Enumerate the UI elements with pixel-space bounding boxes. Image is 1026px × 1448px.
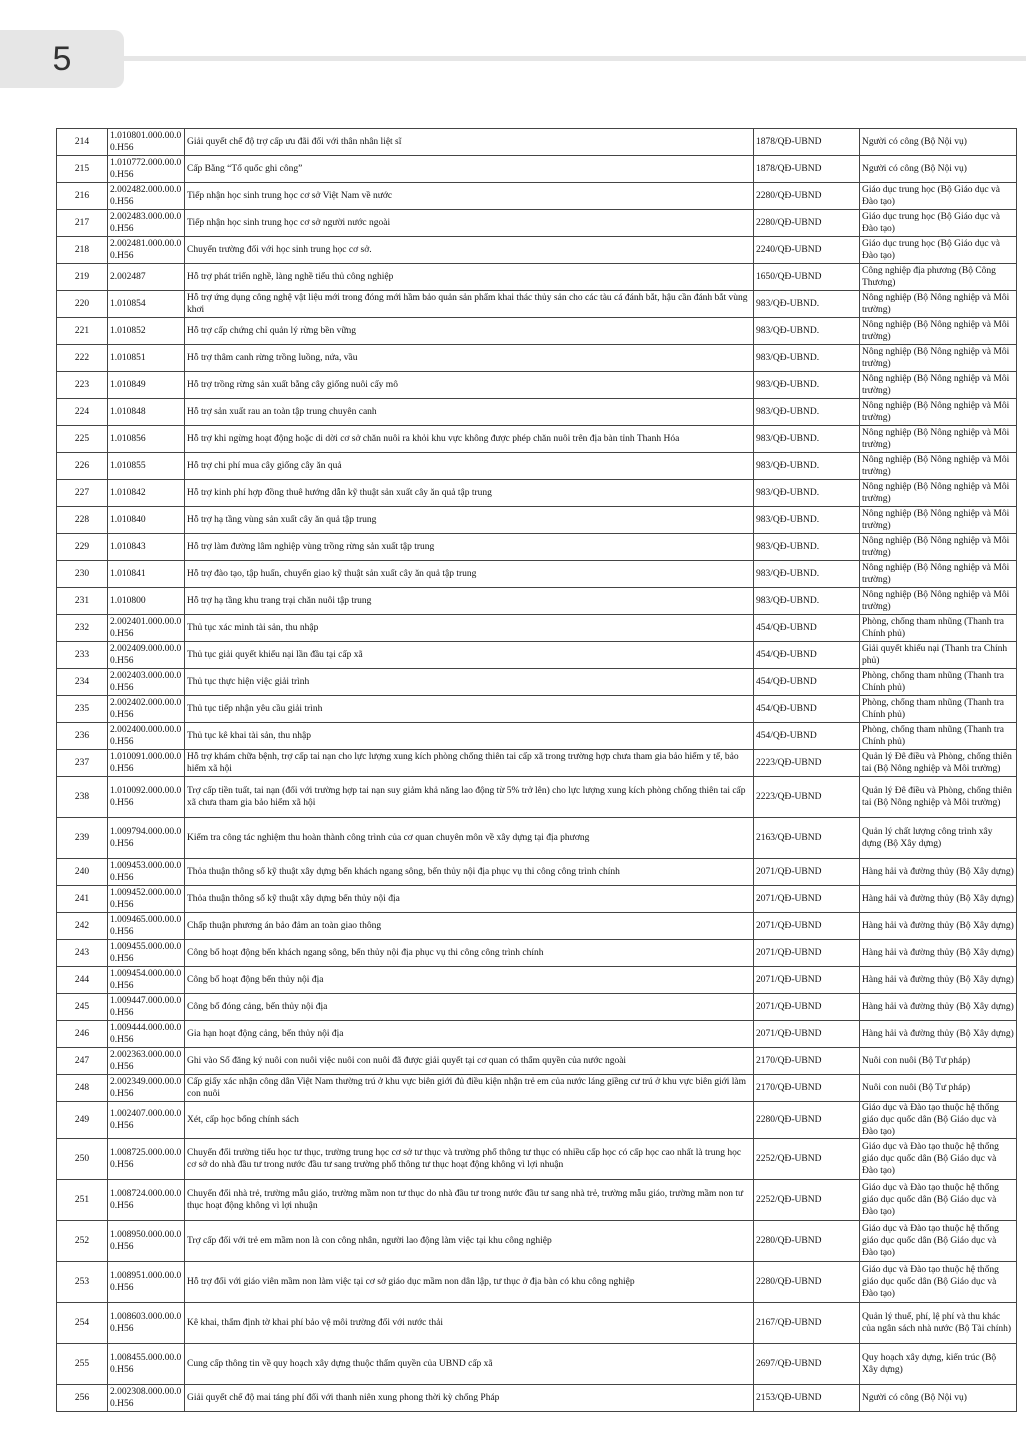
procedure-code: 1.008725.000.00.00.H56 (108, 1139, 185, 1180)
procedure-name: Cung cấp thông tin về quy hoạch xây dựng thuộc thẩm quyền của UBND cấp xã (185, 1344, 754, 1385)
row-number: 245 (57, 994, 108, 1021)
procedures-table (56, 128, 1017, 1412)
decision-number: 454/QĐ-UBND (754, 642, 860, 669)
row-number: 215 (57, 156, 108, 183)
row-number: 220 (57, 291, 108, 318)
procedure-code: 1.010852 (108, 318, 185, 345)
procedure-name: Tiếp nhận học sinh trung học cơ sở người nước ngoài (185, 210, 754, 237)
procedure-name: Hỗ trợ hạ tầng vùng sản xuất cây ăn quả tập trung (185, 507, 754, 534)
procedure-name: Hỗ trợ hạ tầng khu trang trại chăn nuôi tập trung (185, 588, 754, 615)
decision-number: 2071/QĐ-UBND (754, 859, 860, 886)
procedure-name: Hỗ trợ khám chữa bệnh, trợ cấp tai nạn cho lực lượng xung kích phòng chống thiên tai cấp xã trong trường hợp chưa tham gia bảo hiểm y tế, bảo hiểm xã hội (185, 750, 754, 777)
procedure-field: Nông nghiệp (Bộ Nông nghiệp và Môi trường) (860, 507, 1017, 534)
decision-number: 2071/QĐ-UBND (754, 1021, 860, 1048)
table-row (57, 210, 1017, 237)
procedure-field: Giáo dục và Đào tạo thuộc hệ thống giáo dục quốc dân (Bộ Giáo dục và Đào tạo) (860, 1102, 1017, 1139)
procedure-name: Trợ cấp tiền tuất, tai nạn (đối với trường hợp tai nạn suy giảm khả năng lao động từ 5% trở lên) cho lực lượng xung kích phòng chống thiên tai cấp xã chưa tham gia bảo hiểm xã hội (185, 777, 754, 818)
procedure-name: Công bố đóng cảng, bến thủy nội địa (185, 994, 754, 1021)
row-number: 243 (57, 940, 108, 967)
procedure-code: 1.010856 (108, 426, 185, 453)
decision-number: 2280/QĐ-UBND (754, 183, 860, 210)
table-row (57, 1344, 1017, 1385)
procedure-field: Quản lý Đê điều và Phòng, chống thiên tai (Bộ Nông nghiệp và Môi trường) (860, 750, 1017, 777)
procedure-field: Giáo dục và Đào tạo thuộc hệ thống giáo dục quốc dân (Bộ Giáo dục và Đào tạo) (860, 1221, 1017, 1262)
procedure-name: Trợ cấp đối với trẻ em mầm non là con công nhân, người lao động làm việc tại khu công nghiệp (185, 1221, 754, 1262)
decision-number: 2153/QĐ-UBND (754, 1385, 860, 1412)
table-row (57, 642, 1017, 669)
row-number: 231 (57, 588, 108, 615)
table-row (57, 399, 1017, 426)
procedure-field: Giải quyết khiếu nại (Thanh tra Chính phủ) (860, 642, 1017, 669)
table-row (57, 264, 1017, 291)
decision-number: 2223/QĐ-UBND (754, 750, 860, 777)
procedure-field: Quy hoạch xây dựng, kiến trúc (Bộ Xây dựng) (860, 1344, 1017, 1385)
decision-number: 2071/QĐ-UBND (754, 967, 860, 994)
procedure-code: 2.002409.000.00.00.H56 (108, 642, 185, 669)
procedure-name: Công bố hoạt động bến khách ngang sông, bến thủy nội địa phục vụ thi công công trình chính (185, 940, 754, 967)
table-row (57, 588, 1017, 615)
procedure-code: 1.010854 (108, 291, 185, 318)
procedure-name: Xét, cấp học bổng chính sách (185, 1102, 754, 1139)
procedure-code: 1.010800 (108, 588, 185, 615)
table-row (57, 1303, 1017, 1344)
row-number: 251 (57, 1180, 108, 1221)
procedure-name: Ghi vào Sổ đăng ký nuôi con nuôi việc nuôi con nuôi đã được giải quyết tại cơ quan có thẩm quyền của nước ngoài (185, 1048, 754, 1075)
table-row (57, 1075, 1017, 1102)
procedure-code: 1.010842 (108, 480, 185, 507)
decision-number: 2223/QĐ-UBND (754, 777, 860, 818)
table-row (57, 967, 1017, 994)
procedure-field: Nông nghiệp (Bộ Nông nghiệp và Môi trường) (860, 534, 1017, 561)
row-number: 256 (57, 1385, 108, 1412)
procedure-field: Giáo dục trung học (Bộ Giáo dục và Đào tạo) (860, 237, 1017, 264)
procedure-field: Nông nghiệp (Bộ Nông nghiệp và Môi trường) (860, 426, 1017, 453)
procedure-name: Thủ tục tiếp nhận yêu cầu giải trình (185, 696, 754, 723)
row-number: 224 (57, 399, 108, 426)
decision-number: 2280/QĐ-UBND (754, 1102, 860, 1139)
procedure-name: Hỗ trợ đối với giáo viên mầm non làm việc tại cơ sở giáo dục mầm non dân lập, tư thục ở địa bàn có khu công nghiệp (185, 1262, 754, 1303)
row-number: 216 (57, 183, 108, 210)
row-number: 218 (57, 237, 108, 264)
procedure-name: Thủ tục kê khai tài sản, thu nhập (185, 723, 754, 750)
row-number: 238 (57, 777, 108, 818)
table-row (57, 318, 1017, 345)
decision-number: 2252/QĐ-UBND (754, 1139, 860, 1180)
row-number: 249 (57, 1102, 108, 1139)
decision-number: 983/QĐ-UBND. (754, 507, 860, 534)
procedure-code: 2.002402.000.00.00.H56 (108, 696, 185, 723)
procedures-table-body (57, 129, 1017, 1412)
procedure-code: 1.008455.000.00.00.H56 (108, 1344, 185, 1385)
procedure-code: 1.002407.000.00.00.H56 (108, 1102, 185, 1139)
procedure-name: Thủ tục giải quyết khiếu nại lần đầu tại cấp xã (185, 642, 754, 669)
procedure-code: 1.010840 (108, 507, 185, 534)
row-number: 227 (57, 480, 108, 507)
decision-number: 2170/QĐ-UBND (754, 1075, 860, 1102)
procedure-name: Hỗ trợ khi ngừng hoạt động hoặc di dời cơ sở chăn nuôi ra khỏi khu vực không được phép chăn nuôi trên địa bàn tỉnh Thanh Hóa (185, 426, 754, 453)
procedure-name: Hỗ trợ chi phí mua cây giống cây ăn quả (185, 453, 754, 480)
procedure-name: Gia hạn hoạt động cảng, bến thủy nội địa (185, 1021, 754, 1048)
decision-number: 983/QĐ-UBND. (754, 345, 860, 372)
procedure-field: Hàng hải và đường thủy (Bộ Xây dựng) (860, 886, 1017, 913)
decision-number: 983/QĐ-UBND. (754, 426, 860, 453)
decision-number: 983/QĐ-UBND. (754, 534, 860, 561)
row-number: 236 (57, 723, 108, 750)
procedure-field: Quản lý chất lượng công trình xây dựng (Bộ Xây dựng) (860, 818, 1017, 859)
procedure-field: Nông nghiệp (Bộ Nông nghiệp và Môi trường) (860, 588, 1017, 615)
decision-number: 2280/QĐ-UBND (754, 1221, 860, 1262)
row-number: 230 (57, 561, 108, 588)
procedure-code: 2.002487 (108, 264, 185, 291)
decision-number: 2167/QĐ-UBND (754, 1303, 860, 1344)
procedure-code: 1.009453.000.00.00.H56 (108, 859, 185, 886)
procedure-name: Hỗ trợ làm đường lâm nghiệp vùng trồng rừng sản xuất tập trung (185, 534, 754, 561)
procedure-name: Giải quyết chế độ mai táng phí đối với thanh niên xung phong thời kỳ chống Pháp (185, 1385, 754, 1412)
procedure-name: Thủ tục thực hiện việc giải trình (185, 669, 754, 696)
procedure-name: Thỏa thuận thông số kỹ thuật xây dựng bến thủy nội địa (185, 886, 754, 913)
table-row (57, 1139, 1017, 1180)
procedure-field: Nông nghiệp (Bộ Nông nghiệp và Môi trường) (860, 318, 1017, 345)
procedure-field: Nông nghiệp (Bộ Nông nghiệp và Môi trường) (860, 453, 1017, 480)
table-row (57, 1048, 1017, 1075)
procedure-code: 2.002308.000.00.00.H56 (108, 1385, 185, 1412)
procedure-code: 1.009452.000.00.00.H56 (108, 886, 185, 913)
procedure-code: 2.002349.000.00.00.H56 (108, 1075, 185, 1102)
procedure-code: 1.009455.000.00.00.H56 (108, 940, 185, 967)
row-number: 244 (57, 967, 108, 994)
procedure-name: Tiếp nhận học sinh trung học cơ sở Việt Nam về nước (185, 183, 754, 210)
table-row (57, 777, 1017, 818)
procedure-code: 1.009444.000.00.00.H56 (108, 1021, 185, 1048)
procedure-code: 1.008724.000.00.00.H56 (108, 1180, 185, 1221)
table-row (57, 372, 1017, 399)
table-row (57, 507, 1017, 534)
decision-number: 1650/QĐ-UBND (754, 264, 860, 291)
procedure-field: Hàng hải và đường thủy (Bộ Xây dựng) (860, 967, 1017, 994)
decision-number: 2252/QĐ-UBND (754, 1180, 860, 1221)
procedure-code: 1.010801.000.00.00.H56 (108, 129, 185, 156)
procedure-code: 1.010092.000.00.00.H56 (108, 777, 185, 818)
row-number: 221 (57, 318, 108, 345)
table-row (57, 1021, 1017, 1048)
procedure-name: Chuyển trường đối với học sinh trung học cơ sở. (185, 237, 754, 264)
decision-number: 983/QĐ-UBND. (754, 480, 860, 507)
row-number: 235 (57, 696, 108, 723)
table-row (57, 129, 1017, 156)
procedure-name: Hỗ trợ thâm canh rừng trồng luồng, nứa, vầu (185, 345, 754, 372)
decision-number: 2170/QĐ-UBND (754, 1048, 860, 1075)
procedure-code: 2.002401.000.00.00.H56 (108, 615, 185, 642)
decision-number: 983/QĐ-UBND. (754, 561, 860, 588)
procedure-field: Giáo dục và Đào tạo thuộc hệ thống giáo dục quốc dân (Bộ Giáo dục và Đào tạo) (860, 1139, 1017, 1180)
procedure-field: Phòng, chống tham nhũng (Thanh tra Chính phủ) (860, 723, 1017, 750)
decision-number: 2071/QĐ-UBND (754, 994, 860, 1021)
table-row (57, 723, 1017, 750)
table-row (57, 669, 1017, 696)
row-number: 250 (57, 1139, 108, 1180)
procedure-code: 1.008603.000.00.00.H56 (108, 1303, 185, 1344)
table-row (57, 1102, 1017, 1139)
row-number: 239 (57, 818, 108, 859)
row-number: 217 (57, 210, 108, 237)
table-row (57, 750, 1017, 777)
procedure-field: Nông nghiệp (Bộ Nông nghiệp và Môi trường) (860, 345, 1017, 372)
decision-number: 983/QĐ-UBND. (754, 399, 860, 426)
table-row (57, 1180, 1017, 1221)
table-row (57, 534, 1017, 561)
procedure-name: Giải quyết chế độ trợ cấp ưu đãi đối với thân nhân liệt sĩ (185, 129, 754, 156)
table-row (57, 237, 1017, 264)
procedure-code: 2.002482.000.00.00.H56 (108, 183, 185, 210)
table-row (57, 696, 1017, 723)
table-row (57, 818, 1017, 859)
procedure-name: Hỗ trợ ứng dụng công nghệ vật liệu mới trong đóng mới hầm bảo quản sản phẩm khai thác thủy sản cho các tàu cá đánh bắt, hậu cần đánh bắt vùng khơi (185, 291, 754, 318)
procedure-field: Giáo dục trung học (Bộ Giáo dục và Đào tạo) (860, 183, 1017, 210)
procedure-field: Nông nghiệp (Bộ Nông nghiệp và Môi trường) (860, 291, 1017, 318)
procedure-name: Hỗ trợ sản xuất rau an toàn tập trung chuyên canh (185, 399, 754, 426)
row-number: 255 (57, 1344, 108, 1385)
row-number: 252 (57, 1221, 108, 1262)
row-number: 254 (57, 1303, 108, 1344)
procedure-field: Hàng hải và đường thủy (Bộ Xây dựng) (860, 913, 1017, 940)
procedure-field: Công nghiệp địa phương (Bộ Công Thương) (860, 264, 1017, 291)
row-number: 225 (57, 426, 108, 453)
decision-number: 2071/QĐ-UBND (754, 940, 860, 967)
row-number: 228 (57, 507, 108, 534)
row-number: 219 (57, 264, 108, 291)
decision-number: 1878/QĐ-UBND (754, 129, 860, 156)
procedure-code: 1.008950.000.00.00.H56 (108, 1221, 185, 1262)
row-number: 214 (57, 129, 108, 156)
row-number: 241 (57, 886, 108, 913)
table-row (57, 426, 1017, 453)
row-number: 237 (57, 750, 108, 777)
procedure-code: 2.002403.000.00.00.H56 (108, 669, 185, 696)
procedure-field: Hàng hải và đường thủy (Bộ Xây dựng) (860, 859, 1017, 886)
procedure-field: Người có công (Bộ Nội vụ) (860, 1385, 1017, 1412)
row-number: 248 (57, 1075, 108, 1102)
table-row (57, 913, 1017, 940)
procedure-field: Giáo dục trung học (Bộ Giáo dục và Đào tạo) (860, 210, 1017, 237)
decision-number: 983/QĐ-UBND. (754, 588, 860, 615)
procedure-code: 1.008951.000.00.00.H56 (108, 1262, 185, 1303)
procedure-field: Phòng, chống tham nhũng (Thanh tra Chính phủ) (860, 696, 1017, 723)
procedure-code: 2.002483.000.00.00.H56 (108, 210, 185, 237)
procedure-field: Hàng hải và đường thủy (Bộ Xây dựng) (860, 994, 1017, 1021)
procedure-name: Hỗ trợ trồng rừng sản xuất bằng cây giống nuôi cấy mô (185, 372, 754, 399)
table-row (57, 453, 1017, 480)
table-row (57, 156, 1017, 183)
procedure-name: Chuyển đổi nhà trẻ, trường mẫu giáo, trường mầm non tư thục do nhà đầu tư trong nước đầu tư sang nhà trẻ, trường mẫu giáo, trường mầm non tư thục hoạt động không vì lợi nhuận (185, 1180, 754, 1221)
procedure-name: Hỗ trợ kinh phí hợp đồng thuê hướng dẫn kỹ thuật sản xuất cây ăn quả tập trung (185, 480, 754, 507)
decision-number: 2280/QĐ-UBND (754, 210, 860, 237)
procedure-code: 1.009454.000.00.00.H56 (108, 967, 185, 994)
table-row (57, 886, 1017, 913)
decision-number: 983/QĐ-UBND. (754, 318, 860, 345)
decision-number: 2071/QĐ-UBND (754, 886, 860, 913)
procedure-field: Phòng, chống tham nhũng (Thanh tra Chính phủ) (860, 615, 1017, 642)
procedure-name: Kê khai, thẩm định tờ khai phí bảo vệ môi trường đối với nước thải (185, 1303, 754, 1344)
decision-number: 454/QĐ-UBND (754, 723, 860, 750)
procedure-code: 1.010091.000.00.00.H56 (108, 750, 185, 777)
procedure-field: Quản lý Đê điều và Phòng, chống thiên tai (Bộ Nông nghiệp và Môi trường) (860, 777, 1017, 818)
table-row (57, 345, 1017, 372)
procedure-field: Nông nghiệp (Bộ Nông nghiệp và Môi trường) (860, 399, 1017, 426)
procedure-code: 1.010843 (108, 534, 185, 561)
page-number: 5 (52, 39, 72, 78)
decision-number: 2697/QĐ-UBND (754, 1344, 860, 1385)
row-number: 246 (57, 1021, 108, 1048)
row-number: 223 (57, 372, 108, 399)
procedure-code: 1.009465.000.00.00.H56 (108, 913, 185, 940)
decision-number: 983/QĐ-UBND. (754, 291, 860, 318)
procedure-field: Giáo dục và Đào tạo thuộc hệ thống giáo dục quốc dân (Bộ Giáo dục và Đào tạo) (860, 1180, 1017, 1221)
decision-number: 2163/QĐ-UBND (754, 818, 860, 859)
procedure-field: Nuôi con nuôi (Bộ Tư pháp) (860, 1048, 1017, 1075)
procedure-code: 1.009794.000.00.00.H56 (108, 818, 185, 859)
row-number: 247 (57, 1048, 108, 1075)
row-number: 253 (57, 1262, 108, 1303)
procedure-code: 2.002363.000.00.00.H56 (108, 1048, 185, 1075)
table-row (57, 1385, 1017, 1412)
procedure-field: Nông nghiệp (Bộ Nông nghiệp và Môi trường) (860, 561, 1017, 588)
header-rule (124, 56, 1026, 61)
row-number: 242 (57, 913, 108, 940)
procedure-code: 2.002400.000.00.00.H56 (108, 723, 185, 750)
procedure-field: Quản lý thuế, phí, lệ phí và thu khác của ngân sách nhà nước (Bộ Tài chính) (860, 1303, 1017, 1344)
procedure-name: Hỗ trợ phát triển nghề, làng nghề tiểu thủ công nghiệp (185, 264, 754, 291)
table-row (57, 561, 1017, 588)
row-number: 229 (57, 534, 108, 561)
procedure-field: Hàng hải và đường thủy (Bộ Xây dựng) (860, 940, 1017, 967)
procedure-name: Kiểm tra công tác nghiệm thu hoàn thành công trình của cơ quan chuyên môn về xây dựng tại địa phương (185, 818, 754, 859)
procedure-name: Hỗ trợ đào tạo, tập huấn, chuyển giao kỹ thuật sản xuất cây ăn quả tập trung (185, 561, 754, 588)
decision-number: 454/QĐ-UBND (754, 696, 860, 723)
row-number: 240 (57, 859, 108, 886)
procedure-field: Phòng, chống tham nhũng (Thanh tra Chính phủ) (860, 669, 1017, 696)
decision-number: 2071/QĐ-UBND (754, 913, 860, 940)
procedure-name: Chấp thuận phương án bảo đảm an toàn giao thông (185, 913, 754, 940)
table-row (57, 183, 1017, 210)
procedure-code: 1.010841 (108, 561, 185, 588)
procedure-name: Công bố hoạt động bến thủy nội địa (185, 967, 754, 994)
decision-number: 454/QĐ-UBND (754, 615, 860, 642)
page-number-tab (0, 30, 124, 88)
row-number: 234 (57, 669, 108, 696)
decision-number: 1878/QĐ-UBND (754, 156, 860, 183)
procedure-field: Nông nghiệp (Bộ Nông nghiệp và Môi trường) (860, 480, 1017, 507)
row-number: 226 (57, 453, 108, 480)
decision-number: 2280/QĐ-UBND (754, 1262, 860, 1303)
procedure-code: 1.010851 (108, 345, 185, 372)
table-row (57, 940, 1017, 967)
procedure-name: Thỏa thuận thông số kỹ thuật xây dựng bến khách ngang sông, bến thủy nội địa phục vụ thi công công trình chính (185, 859, 754, 886)
procedure-field: Nuôi con nuôi (Bộ Tư pháp) (860, 1075, 1017, 1102)
procedure-code: 1.009447.000.00.00.H56 (108, 994, 185, 1021)
row-number: 233 (57, 642, 108, 669)
procedure-code: 2.002481.000.00.00.H56 (108, 237, 185, 264)
row-number: 222 (57, 345, 108, 372)
decision-number: 983/QĐ-UBND. (754, 372, 860, 399)
procedure-name: Chuyển đổi trường tiểu học tư thục, trường trung học cơ sở tư thục và trường phổ thông tư thục có nhiều cấp học có cấp học cao nhất là trung học cơ sở do nhà đầu tư trong nước đầu tư sang trường phổ thông tư thục hoạt động không vì lợi nhuận (185, 1139, 754, 1180)
procedure-field: Hàng hải và đường thủy (Bộ Xây dựng) (860, 1021, 1017, 1048)
procedure-code: 1.010848 (108, 399, 185, 426)
procedure-code: 1.010772.000.00.00.H56 (108, 156, 185, 183)
table-row (57, 994, 1017, 1021)
procedure-field: Người có công (Bộ Nội vụ) (860, 129, 1017, 156)
procedure-field: Người có công (Bộ Nội vụ) (860, 156, 1017, 183)
table-row (57, 1221, 1017, 1262)
table-row (57, 859, 1017, 886)
procedure-name: Hỗ trợ cấp chứng chỉ quản lý rừng bền vững (185, 318, 754, 345)
table-row (57, 480, 1017, 507)
decision-number: 983/QĐ-UBND. (754, 453, 860, 480)
procedure-code: 1.010849 (108, 372, 185, 399)
decision-number: 2240/QĐ-UBND (754, 237, 860, 264)
procedure-code: 1.010855 (108, 453, 185, 480)
procedure-field: Giáo dục và Đào tạo thuộc hệ thống giáo dục quốc dân (Bộ Giáo dục và Đào tạo) (860, 1262, 1017, 1303)
table-row (57, 1262, 1017, 1303)
procedure-field: Nông nghiệp (Bộ Nông nghiệp và Môi trường) (860, 372, 1017, 399)
decision-number: 454/QĐ-UBND (754, 669, 860, 696)
procedure-name: Cấp Bằng “Tổ quốc ghi công” (185, 156, 754, 183)
table-row (57, 615, 1017, 642)
row-number: 232 (57, 615, 108, 642)
procedure-name: Cấp giấy xác nhận công dân Việt Nam thường trú ở khu vực biên giới đủ điều kiện nhận trẻ em của nước láng giềng cư trú ở khu vực biên giới làm con nuôi (185, 1075, 754, 1102)
procedure-name: Thủ tục xác minh tài sản, thu nhập (185, 615, 754, 642)
table-row (57, 291, 1017, 318)
